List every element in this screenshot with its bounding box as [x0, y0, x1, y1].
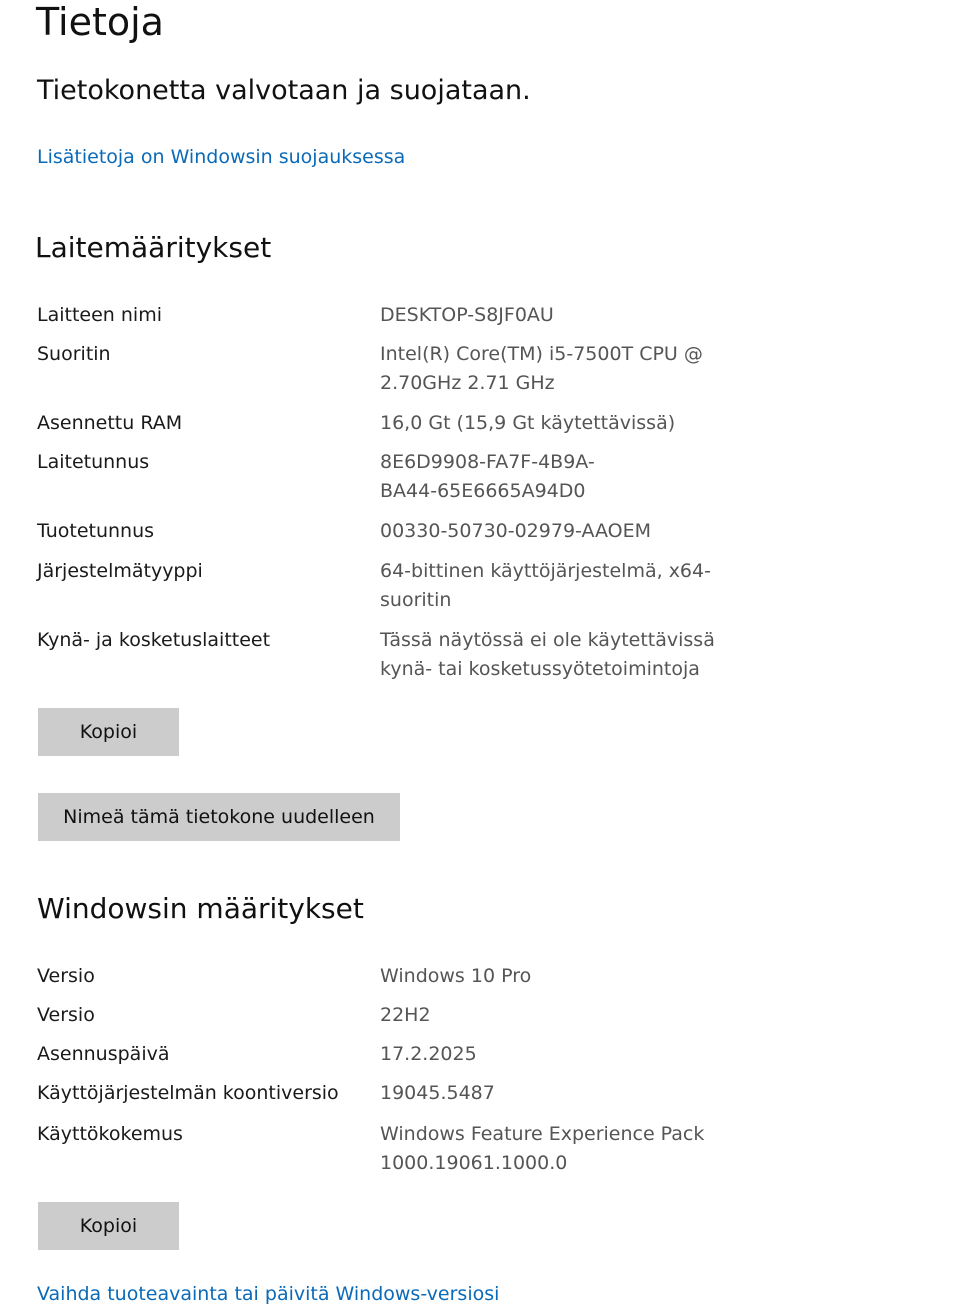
- spec-label: Asennuspäivä: [37, 1043, 170, 1065]
- spec-value: 17.2.2025: [380, 1043, 477, 1065]
- spec-label: Järjestelmätyyppi: [37, 560, 203, 582]
- spec-value: Windows 10 Pro: [380, 965, 532, 987]
- copy-device-specs-button[interactable]: Kopioi: [38, 708, 179, 756]
- spec-value: DESKTOP-S8JF0AU: [380, 304, 554, 326]
- device-specs-heading: Laitemääritykset: [35, 231, 272, 264]
- spec-label: Tuotetunnus: [37, 520, 155, 542]
- spec-label: Käyttöjärjestelmän koontiversio: [37, 1082, 339, 1104]
- spec-value: Windows Feature Experience Pack 1000.19061.1000.0: [380, 1123, 705, 1174]
- spec-label: Kynä- ja kosketuslaitteet: [37, 629, 271, 651]
- page-title: Tietoja: [36, 0, 164, 44]
- security-info-link[interactable]: Lisätietoja on Windowsin suojauksessa: [37, 146, 406, 168]
- spec-label: Laitetunnus: [37, 451, 150, 473]
- spec-label: Laitteen nimi: [37, 304, 162, 326]
- protection-status: Tietokonetta valvotaan ja suojataan.: [37, 75, 531, 106]
- copy-windows-specs-button[interactable]: Kopioi: [38, 1202, 179, 1250]
- windows-specs-heading: Windowsin määritykset: [37, 892, 364, 925]
- spec-value: Intel(R) Core(TM) i5-7500T CPU @ 2.70GHz 2.71 GHz: [380, 343, 703, 394]
- spec-value: Tässä näytössä ei ole käytettävissä kynä- tai kosketussyötetoimintoja: [380, 629, 715, 680]
- change-product-key-link[interactable]: Vaihda tuoteavainta tai päivitä Windows-versiosi: [37, 1283, 500, 1305]
- spec-value: 64-bittinen käyttöjärjestelmä, x64- suoritin: [380, 560, 711, 611]
- spec-label: Käyttökokemus: [37, 1123, 183, 1145]
- spec-value: 8E6D9908-FA7F-4B9A- BA44-65E6665A94D0: [380, 451, 595, 502]
- spec-label: Versio: [37, 965, 95, 987]
- spec-label: Versio: [37, 1004, 95, 1026]
- spec-value: 19045.5487: [380, 1082, 495, 1104]
- spec-value: 22H2: [380, 1004, 431, 1026]
- spec-label: Suoritin: [37, 343, 111, 365]
- spec-value: 00330-50730-02979-AAOEM: [380, 520, 652, 542]
- rename-pc-button[interactable]: Nimeä tämä tietokone uudelleen: [38, 793, 400, 841]
- spec-label: Asennettu RAM: [37, 412, 183, 434]
- spec-value: 16,0 Gt (15,9 Gt käytettävissä): [380, 412, 676, 434]
